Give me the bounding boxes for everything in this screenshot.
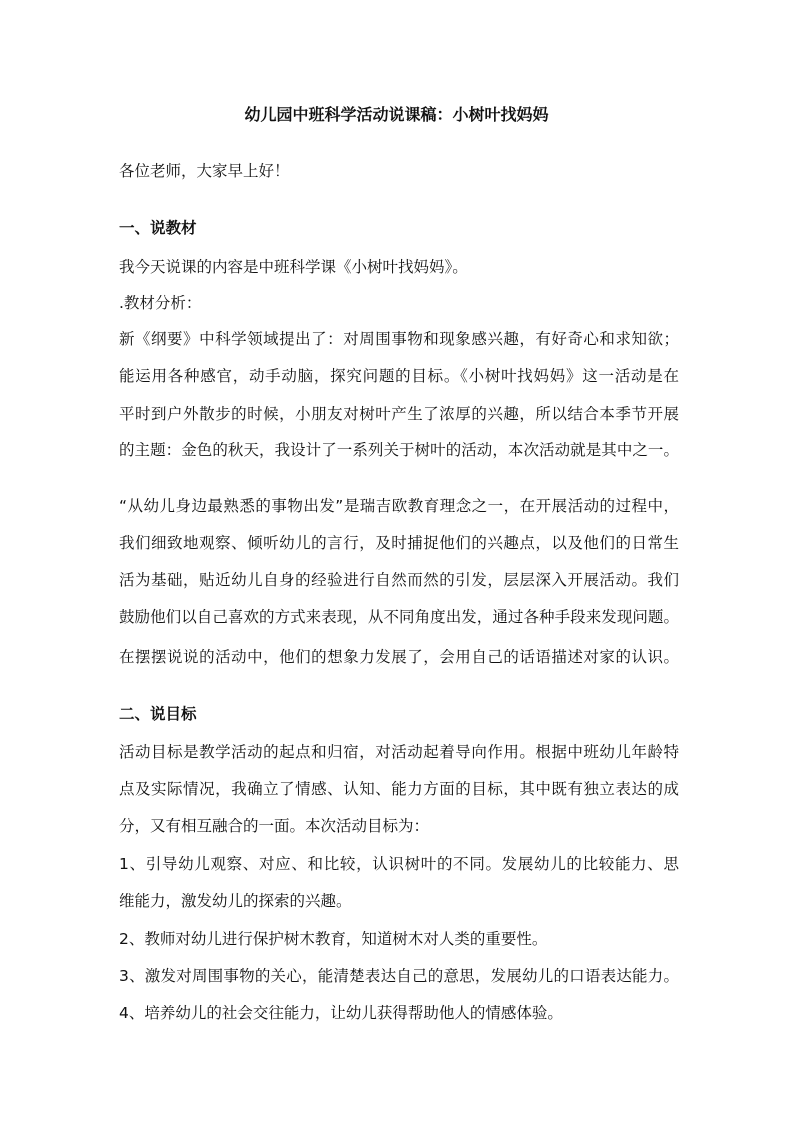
section-heading-materials: 一、说教材	[119, 219, 197, 237]
paragraph-line: 我们细致地观察、倾听幼儿的言行，及时捕捉他们的兴趣点，以及他们的日常生	[119, 534, 679, 552]
paragraph-line: 能运用各种感官，动手动脑，探究问题的目标。《小树叶找妈妈》这一活动是在	[119, 367, 679, 385]
paragraph-line: 点及实际情况，我确立了情感、认知、能力方面的目标，其中既有独立表达的成	[119, 780, 679, 798]
greeting: 各位老师，大家早上好！	[119, 162, 290, 180]
paragraph-line: 新《纲要》中科学领域提出了：对周围事物和现象感兴趣，有好奇心和求知欲；	[119, 330, 679, 348]
objective-item: 3、激发对周围事物的关心，能清楚表达自己的意思，发展幼儿的口语表达能力。	[119, 967, 679, 985]
paragraph-line: 活为基础，贴近幼儿自身的经验进行自然而然的引发，层层深入开展活动。我们	[119, 571, 679, 589]
paragraph-line: 活动目标是教学活动的起点和归宿，对活动起着导向作用。根据中班幼儿年龄特	[119, 743, 679, 761]
document-title: 幼儿园中班科学活动说课稿：小树叶找妈妈	[244, 105, 549, 124]
objective-item-continuation: 维能力，激发幼儿的探索的兴趣。	[119, 892, 352, 910]
paragraph-line: 平时到户外散步的时候，小朋友对树叶产生了浓厚的兴趣，所以结合本季节开展	[119, 405, 679, 423]
paragraph-line: .教材分析：	[119, 294, 202, 312]
objective-item: 4、培养幼儿的社会交往能力，让幼儿获得帮助他人的情感体验。	[119, 1004, 563, 1022]
paragraph-line: 我今天说课的内容是中班科学课《小树叶找妈妈》。	[119, 258, 468, 276]
objective-item: 1、引导幼儿观察、对应、和比较，认识树叶的不同。发展幼儿的比较能力、思	[119, 855, 679, 873]
paragraph-line: 分，又有相互融合的一面。本次活动目标为：	[119, 817, 430, 835]
paragraph-line: 鼓励他们以自己喜欢的方式来表现，从不同角度出发，通过各种手段来发现问题。	[119, 608, 679, 626]
paragraph-line: “从幼儿身边最熟悉的事物出发”是瑞吉欧教育理念之一，在开展活动的过程中，	[119, 497, 679, 515]
paragraph-line: 的主题：金色的秋天，我设计了一系列关于树叶的活动，本次活动就是其中之一。	[119, 441, 679, 459]
objective-item: 2、教师对幼儿进行保护树木教育，知道树木对人类的重要性。	[119, 930, 548, 948]
paragraph-line: 在摆摆说说的活动中，他们的想象力发展了，会用自己的话语描述对家的认识。	[119, 648, 679, 666]
section-heading-objectives: 二、说目标	[119, 705, 197, 723]
